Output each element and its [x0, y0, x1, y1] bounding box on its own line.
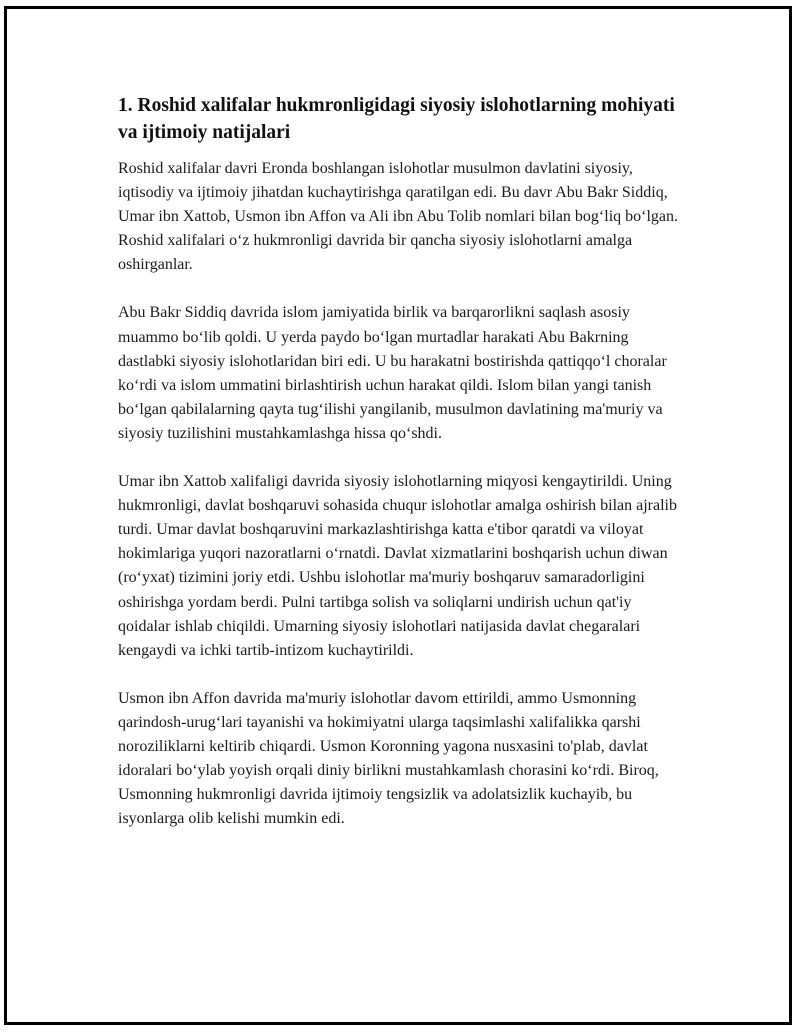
paragraph-umar: Umar ibn Xattob xalifaligi davrida siyosiy islohotlarning miqyosi kengaytirildi. Uning hukmronligi, davlat boshqaruvi sohasida chuqur islohotlar amalga oshirish bilan ajralib turdi. Umar davlat boshqaruvini markazlashtirishga katta e'tibor qaratdi va viloyat hokimlariga yuqori nazoratlarni o‘rnatdi. Davlat xizmatlarini boshqarish uchun diwan (ro‘yxat) tizimini joriy etdi. Ushbu islohotlar ma'muriy boshqaruv samaradorligini oshirishga yordam berdi. Pulni tartibga solish va soliqlarni undirish uchun qat'iy qoidalar ishlab chiqildi. Umarning siyosiy islohotlari natijasida davlat chegaralari kengaydi va ichki tartib-intizom kuchaytirildi.	[118, 473, 677, 659]
paragraph-intro: Roshid xalifalar davri Eronda boshlangan islohotlar musulmon davlatini siyosiy, iqtisodiy va ijtimoiy jihatdan kuchaytirishga qaratilgan edi. Bu davr Abu Bakr Siddiq, Umar ibn Xattob, Usmon ibn Affon va Ali ibn Abu Tolib nomlari bilan bog‘liq bo‘lgan. Roshid xalifalari o‘z hukmronligi davrida bir qancha siyosiy islohotlarni amalga oshirganlar.	[118, 160, 679, 274]
document-title: 1. Roshid xalifalar hukmronligidagi siyosiy islohotlarning mohiyati va ijtimoiy natijalari	[118, 95, 675, 143]
paragraph-usmon: Usmon ibn Affon davrida ma'muriy islohotlar davom ettirildi, ammo Usmonning qarindosh-urug‘lari tayanishi va hokimiyatni ularga taqsimlashi xalifalikka qarshi noroziliklarni keltirib chiqardi. Usmon Koronning yagona nusxasini to'plab, davlat idoralari bo‘ylab yoyish orqali diniy birlikni mustahkamlash chorasini ko‘rdi. Biroq, Usmonning hukmronligi davrida ijtimoiy tengsizlik va adolatsizlik kuchayib, bu isyonlarga olib kelishi mumkin edi.	[118, 689, 659, 828]
document-body	[118, 92, 684, 855]
paragraph-abu-bakr: Abu Bakr Siddiq davrida islom jamiyatida birlik va barqarorlikni saqlash asosiy muammo bo‘lib qoldi. U yerda paydo bo‘lgan murtadlar harakati Abu Bakrning dastlabki siyosiy islohotlaridan biri edi. U bu harakatni bostirishda qattiqqo‘l choralar ko‘rdi va islom ummatini birlashtirish uchun harakat qildi. Islom bilan yangi tanish bo‘lgan qabilalarning qayta tug‘ilishi yangilanib, musulmon davlatining ma'muriy va siyosiy tuzilishini mustahkamlashga hissa qo‘shdi.	[118, 304, 667, 442]
